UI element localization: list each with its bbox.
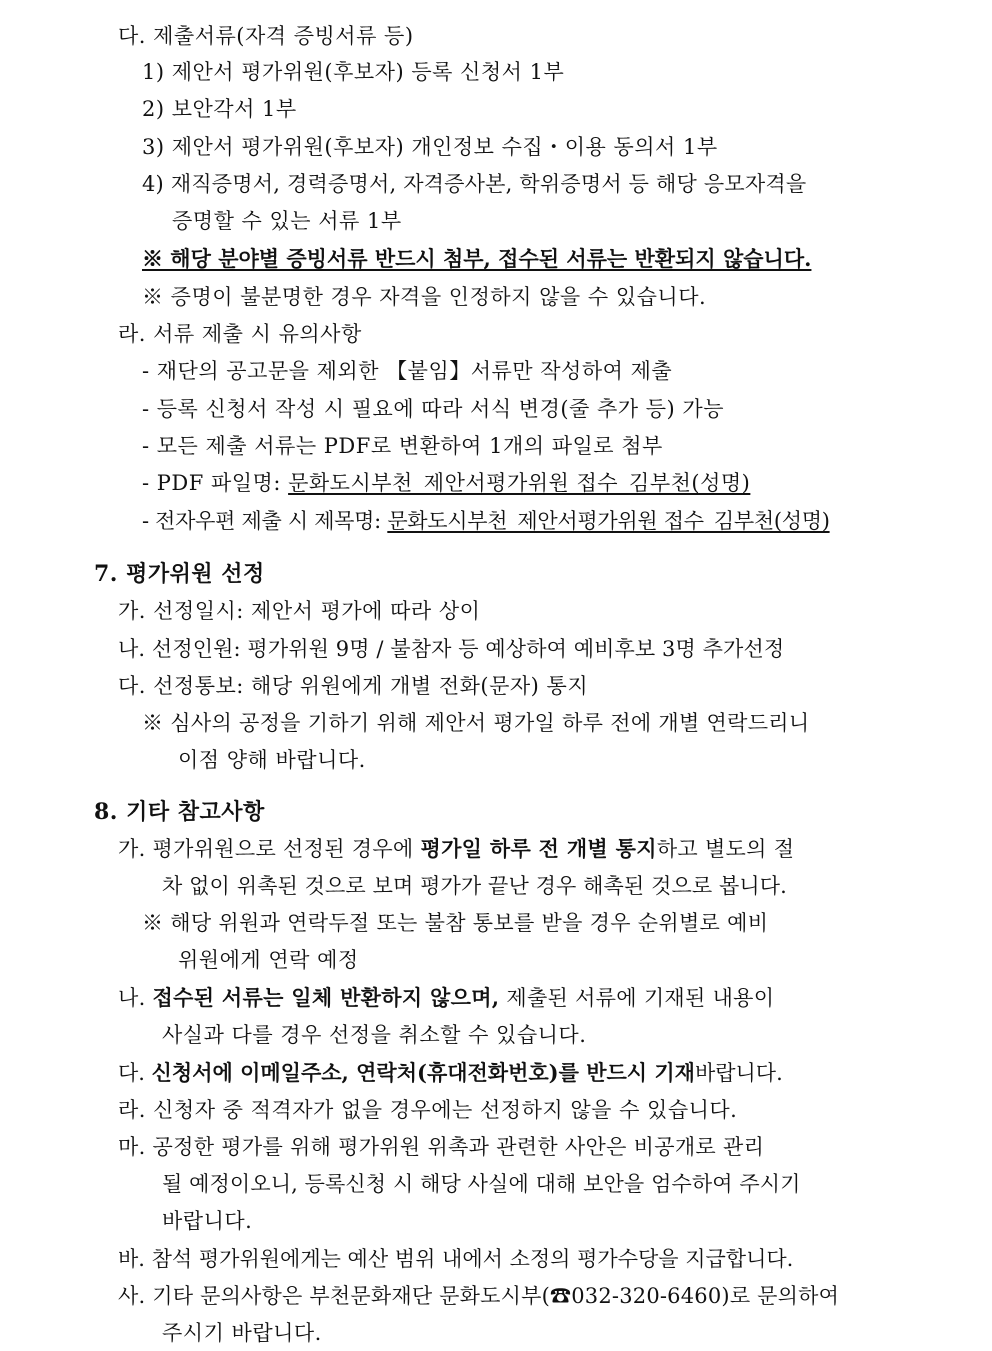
notice-da-text: 바랍니다. [694, 1061, 783, 1085]
notice-ga-line-1 [118, 835, 794, 863]
submit-notes-heading: 라. 서류 제출 시 유의사항 [118, 322, 362, 346]
docs-item-4-line-2: 증명할 수 있는 서류 1부 [172, 209, 402, 233]
notice-da [118, 1059, 783, 1087]
email-subject-value: 문화도시부천_제안서평가위원 접수_김부천(성명) [387, 509, 830, 533]
notice-da-bold: 신청서에 이메일주소, 연락처(휴대전화번호)를 반드시 기재 [151, 1060, 695, 1085]
submit-note-2: - 등록 신청서 작성 시 필요에 따라 서식 변경(줄 추가 등) 가능 [142, 397, 724, 421]
notice-sa-text-2: )로 문의하여 [721, 1284, 840, 1308]
selection-count: 나. 선정인원: 평가위원 9명 / 불참자 등 예상하여 예비후보 3명 추가선정 [118, 637, 785, 661]
submit-note-3: - 모든 제출 서류는 PDF로 변환하여 1개의 파일로 첨부 [142, 434, 663, 458]
phone-icon: ☎ [550, 1284, 572, 1308]
notice-na-bold: 접수된 서류는 일체 반환하지 않으며, [152, 985, 500, 1010]
docs-heading: 다. 제출서류(자격 증빙서류 등) [118, 24, 414, 48]
docs-item-3: 3) 제안서 평가위원(후보자) 개인정보 수집・이용 동의서 1부 [142, 135, 718, 159]
notice-ga-bold: 평가일 하루 전 개별 통지 [420, 836, 657, 861]
notice-da-prefix: 다. [118, 1061, 152, 1085]
docs-item-2: 2) 보안각서 1부 [142, 97, 297, 121]
notice-ga-text-2: 하고 별도의 절 [656, 837, 795, 861]
submit-note-4 [142, 469, 750, 497]
notice-sa-line-2: 주시기 바랍니다. [162, 1321, 322, 1345]
pdf-filename-label: - PDF 파일명: [142, 471, 289, 495]
notice-na-text: 제출된 서류에 기재된 내용이 [499, 986, 775, 1010]
docs-item-4-line-1: 4) 재직증명서, 경력증명서, 자격증사본, 학위증명서 등 해당 응모자격을 [142, 172, 807, 196]
docs-item-1: 1) 제안서 평가위원(후보자) 등록 신청서 1부 [142, 60, 565, 84]
notice-ga-note-line-2: 위원에게 연락 예정 [178, 948, 359, 972]
notice-ga-line-2: 차 없이 위촉된 것으로 보며 평가가 끝난 경우 해촉된 것으로 봅니다. [162, 874, 787, 898]
notice-ma-line-3: 바랍니다. [162, 1209, 253, 1233]
notice-na-line-2: 사실과 다를 경우 선정을 취소할 수 있습니다. [162, 1023, 587, 1047]
selection-date: 가. 선정일시: 제안서 평가에 따라 상이 [118, 599, 481, 623]
notice-ma-line-1: 마. 공정한 평가를 위해 평가위원 위촉과 관련한 사안은 비공개로 관리 [118, 1135, 765, 1159]
pdf-filename-value: 문화도시부천_제안서평가위원 접수_김부천(성명) [288, 471, 751, 495]
section-7-title: 7. 평가위원 선정 [94, 561, 265, 587]
submit-note-1: - 재단의 공고문을 제외한 【붙임】서류만 작성하여 제출 [142, 359, 673, 383]
notice-na-line-1 [118, 984, 774, 1012]
notice-sa-text-1: 사. 기타 문의사항은 부천문화재단 문화도시부( [118, 1284, 551, 1308]
selection-note-line-2: 이점 양해 바랍니다. [178, 748, 366, 772]
notice-ma-line-2: 될 예정이오니, 등록신청 시 해당 사실에 대해 보안을 엄수하여 주시기 [162, 1172, 801, 1196]
submit-note-5 [142, 507, 830, 535]
notice-ga-note-line-1: ※ 해당 위원과 연락두절 또는 불참 통보를 받을 경우 순위별로 예비 [142, 911, 769, 935]
notice-ga-text-1: 가. 평가위원으로 선정된 경우에 [118, 837, 421, 861]
email-subject-label: - 전자우편 제출 시 제목명: [142, 509, 388, 533]
selection-notice: 다. 선정통보: 해당 위원에게 개별 전화(문자) 통지 [118, 674, 589, 698]
contact-phone-number: 032-320-6460 [571, 1284, 722, 1308]
notice-ra: 라. 신청자 중 적격자가 없을 경우에는 선정하지 않을 수 있습니다. [118, 1098, 738, 1122]
docs-note-unclear: ※ 증명이 불분명한 경우 자격을 인정하지 않을 수 있습니다. [142, 285, 707, 309]
section-8-title: 8. 기타 참고사항 [94, 799, 265, 825]
notice-na-prefix: 나. [118, 986, 153, 1010]
notice-sa-line-1 [118, 1282, 839, 1310]
docs-note-attach-required: ※ 해당 분야별 증빙서류 반드시 첨부, 접수된 서류는 반환되지 않습니다. [142, 246, 812, 271]
selection-note-line-1: ※ 심사의 공정을 기하기 위해 제안서 평가일 하루 전에 개별 연락드리니 [142, 711, 810, 735]
notice-ba: 바. 참석 평가위원에게는 예산 범위 내에서 소정의 평가수당을 지급합니다. [118, 1247, 794, 1271]
